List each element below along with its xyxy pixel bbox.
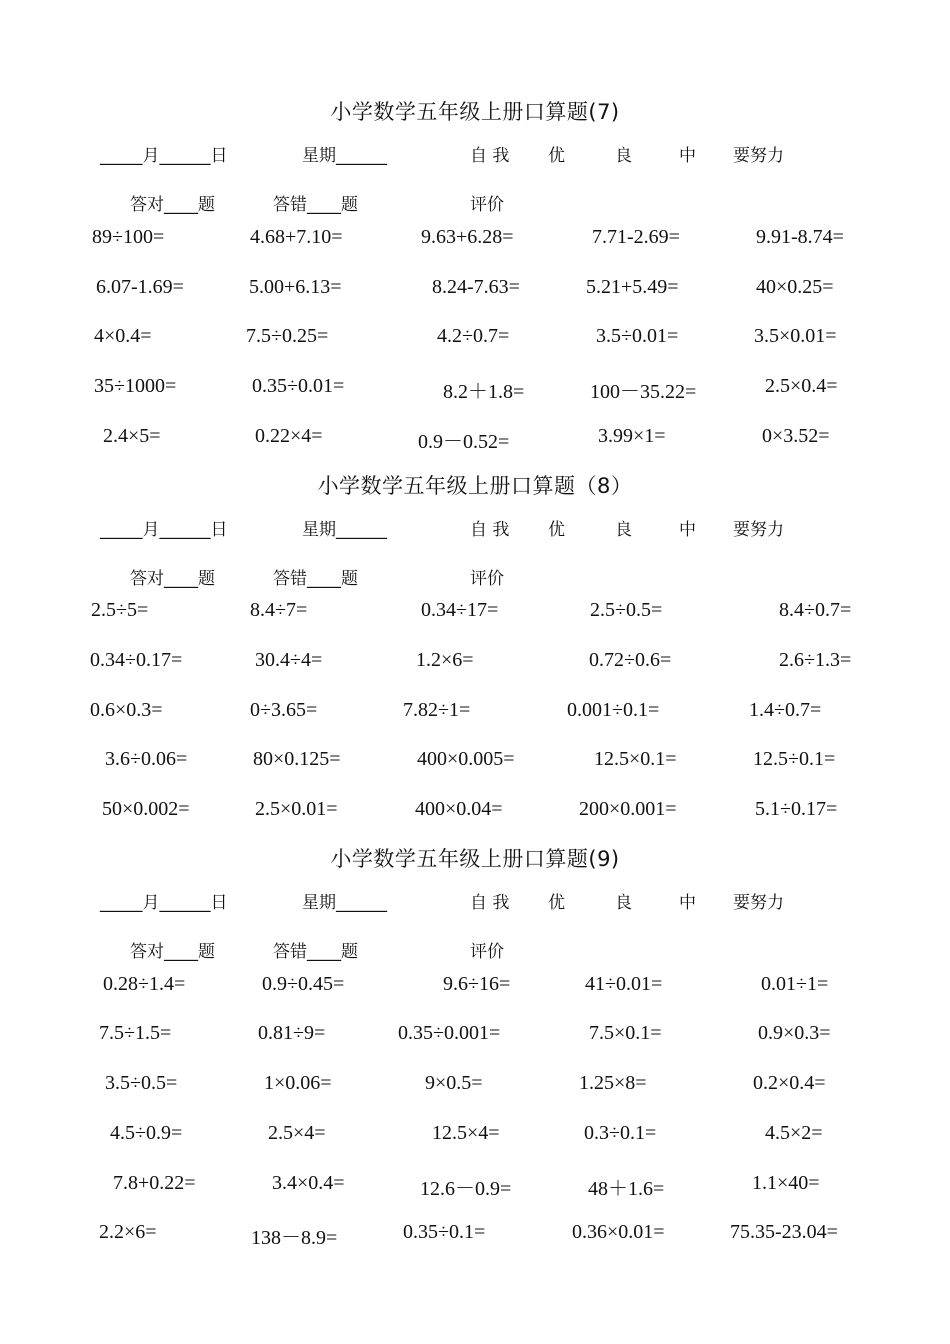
worksheet-title: 小学数学五年级上册口算题(9) xyxy=(330,847,620,871)
weekday-field: 星期______ xyxy=(302,520,387,540)
problem: 3.5÷0.01= xyxy=(596,325,679,347)
worksheet-title: 小学数学五年级上册口算题（8） xyxy=(317,474,633,498)
self-eval-label: 自 我 xyxy=(470,146,510,166)
problem: 200×0.001= xyxy=(579,798,677,820)
weekday-field: 星期______ xyxy=(302,146,387,166)
problem: 50×0.002= xyxy=(102,798,190,820)
correct-count-field: 答对____题 xyxy=(130,569,215,589)
problem: 0.9×0.3= xyxy=(758,1022,831,1044)
problem: 4.68+7.10= xyxy=(250,226,343,248)
problem: 0.01÷1= xyxy=(761,973,829,995)
problem: 8.4÷0.7= xyxy=(779,599,852,621)
problem: 2.4×5= xyxy=(103,425,161,447)
problem: 3.4×0.4= xyxy=(272,1172,345,1194)
problem: 0÷3.65= xyxy=(250,699,318,721)
problem: 30.4÷4= xyxy=(255,649,323,671)
problem: 4.2÷0.7= xyxy=(437,325,510,347)
problem: 9.6÷16= xyxy=(443,973,511,995)
problem: 0.22×4= xyxy=(255,425,323,447)
problem: 3.6÷0.06= xyxy=(105,748,188,770)
problem: 5.1÷0.17= xyxy=(755,798,838,820)
problem: 2.5×0.01= xyxy=(255,798,338,820)
grade-average: 中 xyxy=(679,520,696,540)
problem: 0.72÷0.6= xyxy=(589,649,672,671)
problem: 1.2×6= xyxy=(416,649,474,671)
problem: 0.3÷0.1= xyxy=(584,1122,657,1144)
date-field: _____月______日 xyxy=(100,146,228,166)
problem: 400×0.04= xyxy=(415,798,503,820)
correct-count-field: 答对____题 xyxy=(130,942,215,962)
evaluation-label: 评价 xyxy=(470,195,504,215)
problem: 1.1×40= xyxy=(752,1172,820,1194)
wrong-count-field: 答错____题 xyxy=(273,195,358,215)
self-eval-label: 自 我 xyxy=(470,520,510,540)
problem: 7.5÷0.25= xyxy=(246,325,329,347)
problem: 9.91-8.74= xyxy=(756,226,844,248)
problem: 89÷100= xyxy=(92,226,165,248)
wrong-count-field: 答错____题 xyxy=(273,569,358,589)
problem: 4.5÷0.9= xyxy=(110,1122,183,1144)
problem: 6.07-1.69= xyxy=(96,276,184,298)
problem: 0.35÷0.01= xyxy=(252,375,345,397)
problem: 9.63+6.28= xyxy=(421,226,514,248)
problem: 12.5×4= xyxy=(432,1122,500,1144)
problem: 0.36×0.01= xyxy=(572,1221,665,1243)
self-eval-label: 自 我 xyxy=(470,893,510,913)
problem: 7.8+0.22= xyxy=(113,1172,196,1194)
problem: 8.2＋1.8= xyxy=(443,381,525,403)
evaluation-label: 评价 xyxy=(470,942,504,962)
problem: 12.6－0.9= xyxy=(420,1178,512,1200)
problem: 40×0.25= xyxy=(756,276,834,298)
grade-needs-effort: 要努力 xyxy=(733,893,784,913)
problem: 2.6÷1.3= xyxy=(779,649,852,671)
problem: 0.34÷17= xyxy=(421,599,499,621)
grade-needs-effort: 要努力 xyxy=(733,146,784,166)
worksheet-title: 小学数学五年级上册口算题(7) xyxy=(330,100,620,124)
problem: 12.5×0.1= xyxy=(594,748,677,770)
problem: 0.6×0.3= xyxy=(90,699,163,721)
grade-average: 中 xyxy=(679,146,696,166)
problem: 7.82÷1= xyxy=(403,699,471,721)
problem: 2.5÷5= xyxy=(91,599,149,621)
problem: 7.5×0.1= xyxy=(589,1022,662,1044)
grade-average: 中 xyxy=(679,893,696,913)
problem: 3.99×1= xyxy=(598,425,666,447)
problem: 41÷0.01= xyxy=(585,973,663,995)
problem: 7.5÷1.5= xyxy=(99,1022,172,1044)
problem: 80×0.125= xyxy=(253,748,341,770)
date-field: _____月______日 xyxy=(100,520,228,540)
problem: 12.5÷0.1= xyxy=(753,748,836,770)
problem: 0.35÷0.1= xyxy=(403,1221,486,1243)
evaluation-label: 评价 xyxy=(470,569,504,589)
problem: 3.5×0.01= xyxy=(754,325,837,347)
grade-needs-effort: 要努力 xyxy=(733,520,784,540)
wrong-count-field: 答错____题 xyxy=(273,942,358,962)
grade-good: 良 xyxy=(615,520,632,540)
problem: 0.2×0.4= xyxy=(753,1072,826,1094)
date-field: _____月______日 xyxy=(100,893,228,913)
problem: 35÷1000= xyxy=(94,375,177,397)
problem: 1.25×8= xyxy=(579,1072,647,1094)
grade-excellent: 优 xyxy=(548,520,565,540)
problem: 5.00+6.13= xyxy=(249,276,342,298)
problem: 0×3.52= xyxy=(762,425,830,447)
problem: 7.71-2.69= xyxy=(592,226,680,248)
problem: 8.24-7.63= xyxy=(432,276,520,298)
grade-excellent: 优 xyxy=(548,893,565,913)
problem: 0.9－0.52= xyxy=(418,431,510,453)
problem: 138－8.9= xyxy=(251,1227,338,1249)
problem: 0.81÷9= xyxy=(258,1022,326,1044)
problem: 4.5×2= xyxy=(765,1122,823,1144)
problem: 0.9÷0.45= xyxy=(262,973,345,995)
problem: 0.34÷0.17= xyxy=(90,649,183,671)
correct-count-field: 答对____题 xyxy=(130,195,215,215)
problem: 3.5÷0.5= xyxy=(105,1072,178,1094)
problem: 2.5÷0.5= xyxy=(590,599,663,621)
problem: 100－35.22= xyxy=(590,381,697,403)
problem: 75.35-23.04= xyxy=(730,1221,838,1243)
problem: 1×0.06= xyxy=(264,1072,332,1094)
problem: 2.5×0.4= xyxy=(765,375,838,397)
problem: 0.35÷0.001= xyxy=(398,1022,501,1044)
problem: 4×0.4= xyxy=(94,325,152,347)
grade-good: 良 xyxy=(615,893,632,913)
problem: 8.4÷7= xyxy=(250,599,308,621)
problem: 2.5×4= xyxy=(268,1122,326,1144)
problem: 5.21+5.49= xyxy=(586,276,679,298)
problem: 0.001÷0.1= xyxy=(567,699,660,721)
problem: 9×0.5= xyxy=(425,1072,483,1094)
problem: 2.2×6= xyxy=(99,1221,157,1243)
weekday-field: 星期______ xyxy=(302,893,387,913)
grade-good: 良 xyxy=(615,146,632,166)
problem: 48＋1.6= xyxy=(588,1178,665,1200)
problem: 0.28÷1.4= xyxy=(103,973,186,995)
problem: 400×0.005= xyxy=(417,748,515,770)
grade-excellent: 优 xyxy=(548,146,565,166)
problem: 1.4÷0.7= xyxy=(749,699,822,721)
